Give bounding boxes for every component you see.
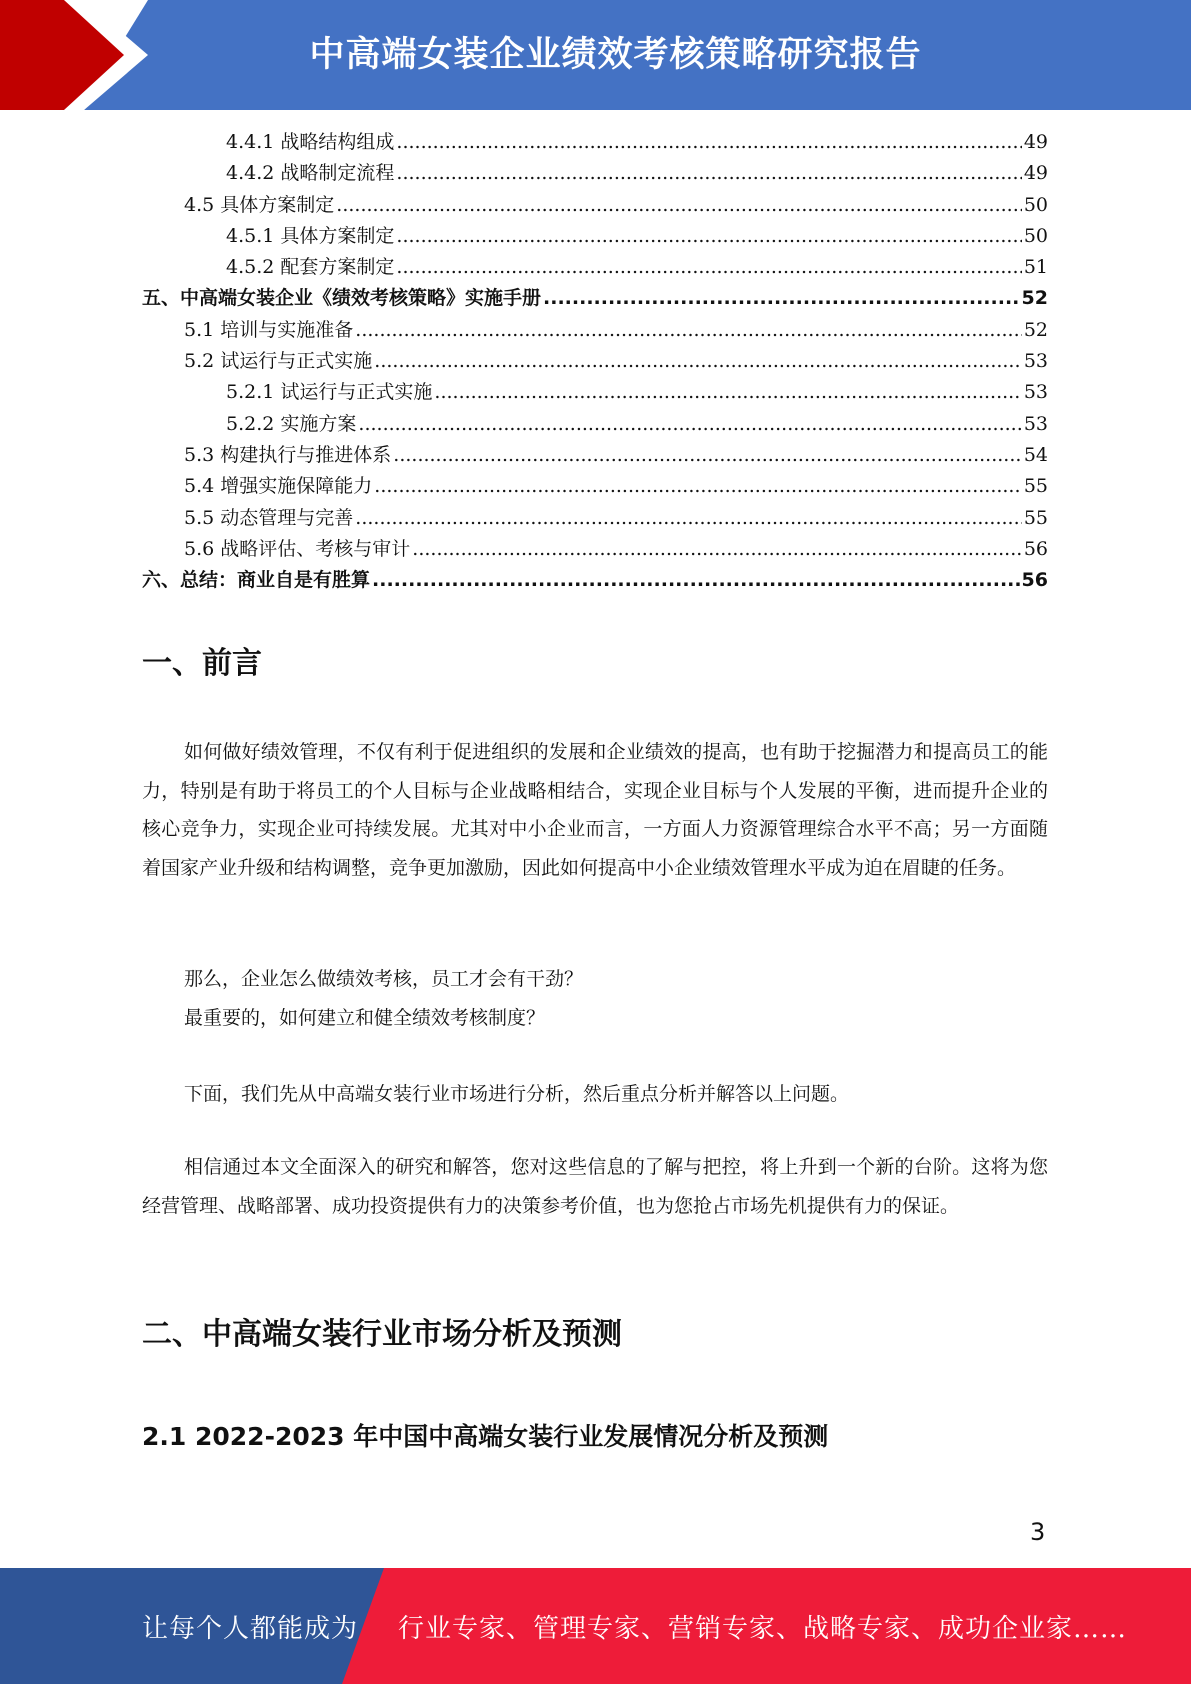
toc-entry-number: 5.2 xyxy=(184,350,221,373)
toc-entry-label: 配套方案制定 xyxy=(280,256,395,279)
toc-entry-label: 动态管理与完善 xyxy=(220,506,354,529)
toc-entry[interactable] xyxy=(142,409,1048,440)
toc-dot-leader xyxy=(434,377,1021,408)
toc-entry-label: 具体方案制定 xyxy=(280,224,395,247)
toc-entry-page: 53 xyxy=(1023,350,1048,373)
toc-entry[interactable] xyxy=(142,221,1048,252)
toc-entry-label: 实施方案 xyxy=(280,412,357,435)
page-footer xyxy=(0,1568,1191,1684)
toc-dot-leader xyxy=(396,221,1021,252)
toc-entry[interactable] xyxy=(142,471,1048,502)
toc-entry[interactable] xyxy=(142,315,1048,346)
toc-entry-page: 53 xyxy=(1023,381,1048,404)
preface-paragraph-3: 相信通过本文全面深入的研究和解答，您对这些信息的了解与把控，将上升到一个新的台阶。这将为您经营管理、战略部署、成功投资提供有力的决策参考价值，也为您抢占市场先机提供有力的保证。 xyxy=(142,1156,1048,1217)
toc-entry-label: 五、中高端女装企业《绩效考核策略》实施手册 xyxy=(142,287,542,310)
toc-dot-leader xyxy=(355,503,1022,534)
section-heading-market-analysis: 二、中高端女装行业市场分析及预测 xyxy=(142,1317,622,1352)
toc-entry-page: 50 xyxy=(1023,224,1048,247)
toc-dot-leader xyxy=(393,440,1022,471)
toc-entry-page: 56 xyxy=(1021,569,1048,592)
toc-dot-leader xyxy=(396,127,1021,158)
subsection-heading-2-1: 2.1 2022-2023 年中国中高端女装行业发展情况分析及预测 xyxy=(142,1422,829,1451)
toc-entry[interactable] xyxy=(142,503,1048,534)
toc-entry-number: 5.1 xyxy=(184,318,221,341)
toc-entry-page: 51 xyxy=(1023,256,1048,279)
toc-entry-label: 构建执行与推进体系 xyxy=(220,443,392,466)
toc-entry-number: 5.4 xyxy=(184,475,221,498)
toc-entry[interactable] xyxy=(142,346,1048,377)
section-heading-preface: 一、前言 xyxy=(142,646,262,681)
preface-paragraph-1: 如何做好绩效管理，不仅有利于促进组织的发展和企业绩效的提高，也有助于挖掘潜力和提高员工的能力，特别是有助于将员工的个人目标与企业战略相结合，实现企业目标与个人发展的平衡，进而提升企业的核心竞争力，实现企业可持续发展。尤其对中小企业而言，一方面人力资源管理综合水平不高；另一方面随着国家产业升级和结构调整，竞争更加激励，因此如何提高中小企业绩效管理水平成为迫在眉睫的任务。 xyxy=(142,741,1048,879)
toc-entry[interactable] xyxy=(142,565,1048,596)
footer-slogan-right: 行业专家、管理专家、营销专家、战略专家、成功企业家…… xyxy=(398,1613,1128,1644)
toc-dot-leader xyxy=(355,315,1022,346)
toc-entry-page: 52 xyxy=(1023,318,1048,341)
toc-dot-leader xyxy=(543,283,1020,314)
toc-entry[interactable] xyxy=(142,127,1048,158)
toc-dot-leader xyxy=(336,190,1022,221)
toc-dot-leader xyxy=(396,252,1021,283)
toc-entry-page: 54 xyxy=(1023,443,1048,466)
toc-entry-number: 5.5 xyxy=(184,506,221,529)
toc-entry-number: 5.6 xyxy=(184,537,221,560)
toc-entry-page: 56 xyxy=(1023,537,1048,560)
page-header xyxy=(0,0,1191,110)
preface-questions xyxy=(142,960,1048,1037)
question-2: 最重要的，如何建立和健全绩效考核制度？ xyxy=(184,1006,546,1029)
toc-entry-page: 52 xyxy=(1021,287,1048,310)
toc-entry-label: 战略评估、考核与审计 xyxy=(220,537,411,560)
toc-entry-label: 试运行与正式实施 xyxy=(220,350,373,373)
toc-entry-page: 49 xyxy=(1023,131,1048,153)
toc-entry[interactable] xyxy=(142,377,1048,408)
toc-entry-number: 4.4.2 xyxy=(226,162,281,185)
toc-entry-label: 战略结构组成 xyxy=(280,131,395,153)
toc-entry-label: 六、总结：商业自是有胜算 xyxy=(142,569,371,592)
toc-dot-leader xyxy=(374,346,1022,377)
toc-entry-number: 4.5.2 xyxy=(226,256,281,279)
page-number: 3 xyxy=(1030,1518,1046,1546)
toc-entry[interactable] xyxy=(142,440,1048,471)
toc-entry[interactable] xyxy=(142,158,1048,189)
toc-entry[interactable] xyxy=(142,190,1048,221)
toc-entry-label: 培训与实施准备 xyxy=(220,318,354,341)
toc-entry-page: 55 xyxy=(1023,506,1048,529)
toc-entry-number: 5.3 xyxy=(184,443,221,466)
toc-dot-leader xyxy=(358,409,1021,440)
toc-entry-label: 试运行与正式实施 xyxy=(280,381,433,404)
report-title: 中高端女装企业绩效考核策略研究报告 xyxy=(309,35,922,75)
toc-dot-leader xyxy=(372,565,1020,596)
toc-entry[interactable] xyxy=(142,534,1048,565)
toc-entry-number: 4.5 xyxy=(184,193,221,216)
toc-entry-label: 具体方案制定 xyxy=(220,193,335,216)
toc-entry[interactable] xyxy=(142,252,1048,283)
toc-entry-number: 5.2.2 xyxy=(226,412,281,435)
toc-dot-leader xyxy=(374,471,1022,502)
toc-entry-page: 50 xyxy=(1023,193,1048,216)
toc-entry-page: 55 xyxy=(1023,475,1048,498)
toc-entry-number: 4.5.1 xyxy=(226,224,281,247)
toc-entry-label: 战略制定流程 xyxy=(280,162,395,185)
toc-dot-leader xyxy=(412,534,1022,565)
toc-entry-number: 4.4.1 xyxy=(226,131,281,153)
footer-slogan-left: 让每个人都能成为 xyxy=(142,1613,359,1644)
preface-paragraph-2: 下面，我们先从中高端女装行业市场进行分析，然后重点分析并解答以上问题。 xyxy=(184,1083,850,1105)
toc-entry-number: 5.2.1 xyxy=(226,381,281,404)
toc-entry-page: 53 xyxy=(1023,412,1048,435)
toc-entry-page: 49 xyxy=(1023,162,1048,185)
toc-dot-leader xyxy=(396,158,1021,189)
toc-entry[interactable] xyxy=(142,283,1048,314)
toc-entry-label: 增强实施保障能力 xyxy=(220,475,373,498)
table-of-contents xyxy=(142,127,1048,596)
question-1: 那么，企业怎么做绩效考核，员工才会有干劲？ xyxy=(184,968,584,990)
